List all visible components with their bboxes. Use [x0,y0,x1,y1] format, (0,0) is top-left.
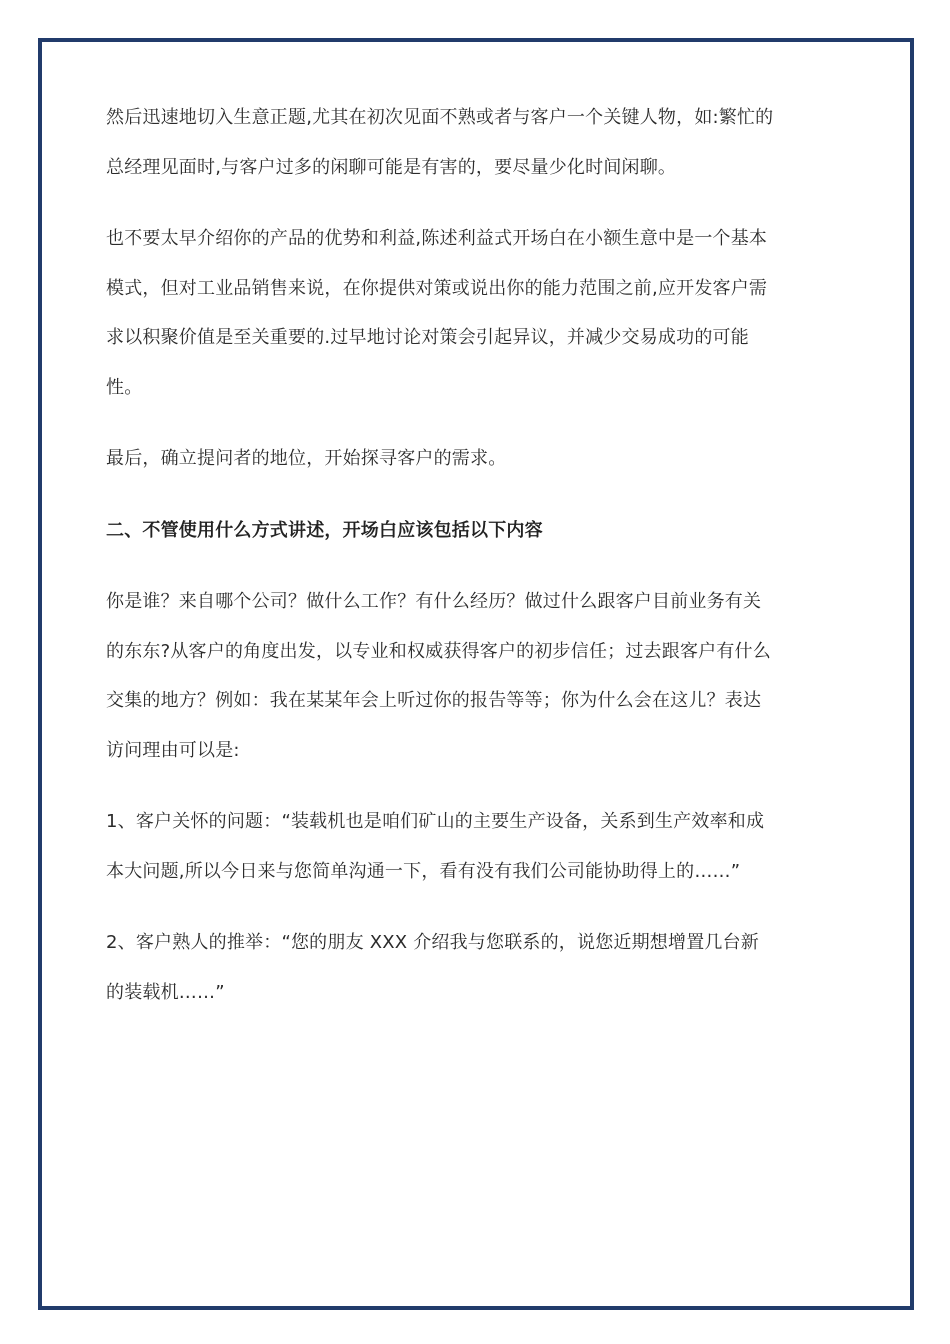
section-heading: 二、不管使用什么方式讲述，开场白应该包括以下内容 [106,519,543,541]
document-body [106,93,774,1017]
paragraph-reason-2: 2、客户熟人的推举：“您的朋友 XXX 介绍我与您联系的，说您近期想增置几台新的装载机……” [106,932,760,1003]
paragraph-questioner-role: 最后，确立提问者的地位，开始探寻客户的需求。 [106,448,507,469]
paragraph-reason-1: 1、客户关怀的问题：“装载机也是咱们矿山的主要生产设备，关系到生产效率和成本大问题,所以今日来与您简单沟通一下，看有没有我们公司能协助得上的……” [106,811,765,882]
paragraph-who-are-you: 你是谁？来自哪个公司？做什么工作？有什么经历？做过什么跟客户目前业务有关的东东?从客户的角度出发，以专业和权威获得客户的初步信任；过去跟客户有什么交集的地方？例如：我在某某年会上听过你的报告等等；你为什么会在这儿？表达访问理由可以是: [106,591,771,761]
paragraph-small-talk: 然后迅速地切入生意正题,尤其在初次见面不熟或者与客户一个关键人物，如:繁忙的总经理见面时,与客户过多的闲聊可能是有害的，要尽量少化时间闲聊。 [106,107,774,178]
paragraph-benefits: 也不要太早介绍你的产品的优势和利益,陈述利益式开场白在小额生意中是一个基本模式，但对工业品销售来说，在你提供对策或说出你的能力范围之前,应开发客户需求以积聚价值是至关重要的.过早地讨论对策会引起异议，并减少交易成功的可能性。 [106,228,768,398]
